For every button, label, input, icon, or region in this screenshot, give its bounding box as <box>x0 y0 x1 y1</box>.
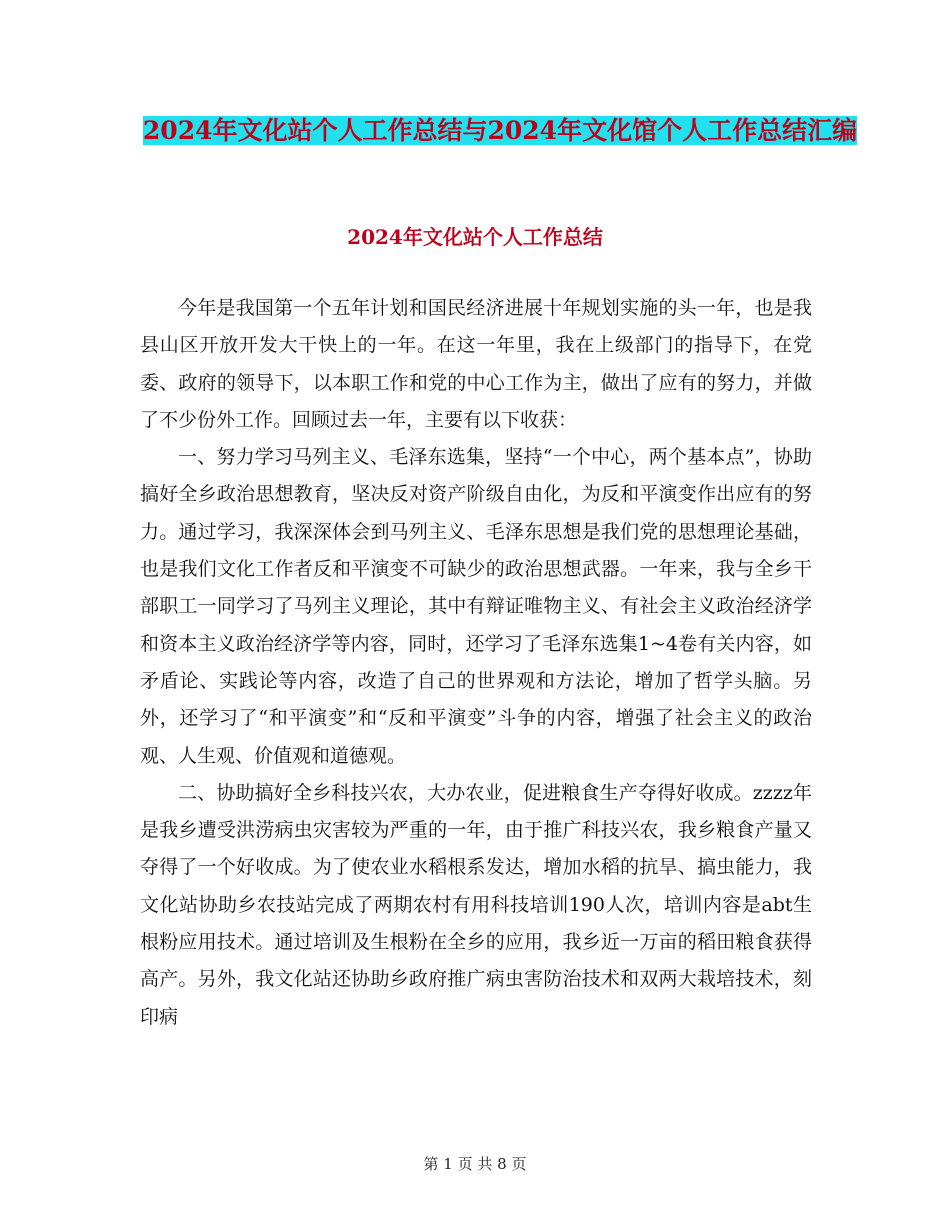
paragraph-intro: 今年是我国第一个五年计划和国民经济进展十年规划实施的头一年，也是我县山区开放开发大干快上的一年。在这一年里，我在上级部门的指导下，在党委、政府的领导下，以本职工作和党的中心工作为主，做出了应有的努力，并做了不少份外工作。回顾过去一年，主要有以下收获： <box>140 297 812 431</box>
document-body <box>140 290 812 1036</box>
document-title-highlight: 2024年文化站个人工作总结与2024年文化馆个人工作总结汇编 <box>142 116 858 145</box>
section-title: 2024年文化站个人工作总结 <box>347 225 603 249</box>
page-number-footer: 第 1 页 共 8 页 <box>423 1155 527 1173</box>
paragraph-study: 一、努力学习马列主义、毛泽东选集，坚持“一个中心，两个基本点”，协助搞好全乡政治思想教育，坚决反对资产阶级自由化，为反和平演变作出应有的努力。通过学习，我深深体会到马列主义、毛泽东思想是我们党的思想理论基础，也是我们文化工作者反和平演变不可缺少的政治思想武器。一年来，我与全乡干部职工一同学习了马列主义理论，其中有辩证唯物主义、有社会主义政治经济学和资本主义政治经济学等内容，同时，还学习了毛泽东选集1~4卷有关内容，如矛盾论、实践论等内容，改造了自己的世界观和方法论，增加了哲学头脑。另外，还学习了“和平演变”和“反和平演变”斗争的内容，增强了社会主义的政治观、人生观、价值观和道德观。 <box>140 446 812 767</box>
paragraph-agriculture: 二、协助搞好全乡科技兴农，大办农业，促进粮食生产夺得好收成。zzzz年是我乡遭受洪涝病虫灾害较为严重的一年，由于推广科技兴农，我乡粮食产量又夺得了一个好收成。为了使农业水稻根系发达，增加水稻的抗旱、搞虫能力，我文化站协助乡农技站完成了两期农村有用科技培训190人次，培训内容是abt生根粉应用技术。通过培训及生根粉在全乡的应用，我乡近一万亩的稻田粮食获得高产。另外，我文化站还协助乡政府推广病虫害防治技术和双两大栽培技术，刻印病 <box>140 781 812 1028</box>
document-title <box>140 108 860 154</box>
